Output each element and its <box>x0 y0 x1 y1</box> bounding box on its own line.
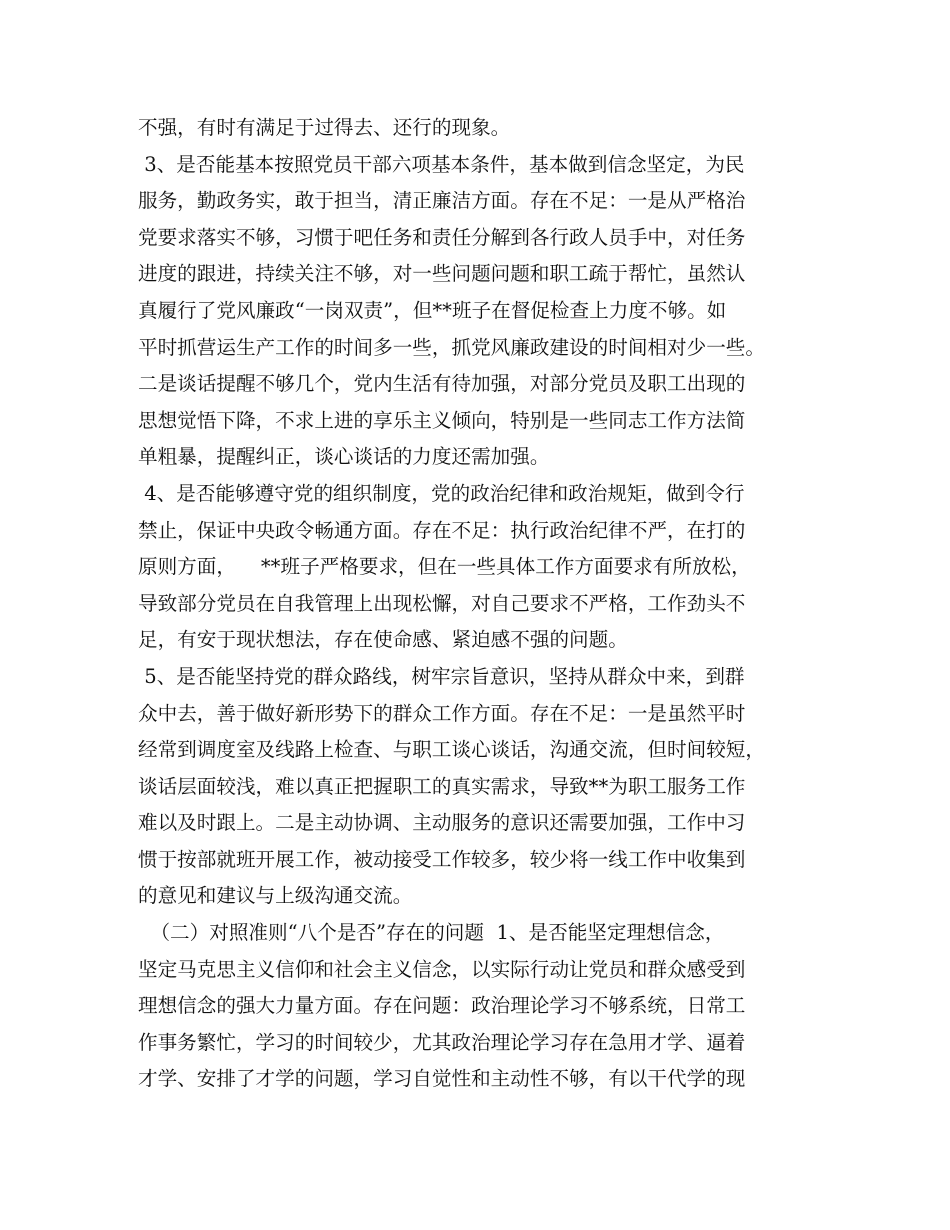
text-line: 理想信念的强大力量方面。存在问题：政治理论学习不够系统，日常工 <box>138 994 746 1018</box>
text-line: 党要求落实不够，习惯于吧任务和责任分解到各行政人员手中，对任务 <box>138 225 746 249</box>
text-line: 坚定马克思主义信仰和社会主义信念，以实际行动让党员和群众感受到 <box>138 957 746 981</box>
text-line: 4、是否能够遵守党的组织制度，党的政治纪律和政治规矩，做到令行 <box>138 481 745 505</box>
text-line: 平时抓营运生产工作的时间多一些，抓党风廉政建设的时间相对少一些。 <box>138 335 765 359</box>
text-line: 二是谈话提醒不够几个，党内生活有待加强，对部分党员及职工出现的 <box>138 372 746 396</box>
text-line: 单粗暴，提醒纠正，谈心谈话的力度还需加强。 <box>138 445 550 469</box>
text-line: 的意见和建议与上级沟通交流。 <box>138 884 413 908</box>
text-line: 众中去，善于做好新形势下的群众工作方面。存在不足：一是虽然平时 <box>138 701 746 725</box>
text-line: 真履行了党风廉政“一岗双责”，但**班子在督促检查上力度不够。如 <box>138 298 727 322</box>
text-line: 作事务繁忙，学习的时间较少，尤其政治理论学习存在急用才学、逼着 <box>138 1030 746 1054</box>
text-line: 足，有安于现状想法，存在使命感、紧迫感不强的问题。 <box>138 628 628 652</box>
text-line: 不强，有时有满足于过得去、还行的现象。 <box>138 116 511 139</box>
document-body <box>138 110 818 1098</box>
text-line: 5、是否能坚持党的群众路线，树牢宗旨意识，坚持从群众中来，到群 <box>138 664 745 688</box>
text-line: 难以及时跟上。二是主动协调、主动服务的意识还需要加强，工作中习 <box>138 811 746 835</box>
text-line: 服务，勤政务实，敢于担当，清正廉洁方面。存在不足：一是从严格治 <box>138 189 746 213</box>
text-line: 原则方面， **班子严格要求，但在一些具体工作方面要求有所放松， <box>138 555 751 579</box>
text-line: 思想觉悟下降，不求上进的享乐主义倾向，特别是一些同志工作方法简 <box>138 408 746 432</box>
text-line: 进度的跟进，持续关注不够，对一些问题问题和职工疏于帮忙，虽然认 <box>138 262 746 286</box>
text-line: 经常到调度室及线路上检查、与职工谈心谈话，沟通交流，但时间较短， <box>138 738 765 762</box>
text-line: （二）对照准则“八个是否”存在的问题 1、是否能坚定理想信念， <box>138 921 725 945</box>
text-line: 惯于按部就班开展工作，被动接受工作较多，较少将一线工作中收集到 <box>138 847 746 871</box>
text-line: 导致部分党员在自我管理上出现松懈，对自己要求不严格，工作劲头不 <box>138 591 746 615</box>
text-line: 谈话层面较浅，难以真正把握职工的真实需求，导致**为职工服务工作 <box>138 774 746 798</box>
text-line: 禁止，保证中央政令畅通方面。存在不足：执行政治纪律不严，在打的 <box>138 518 746 542</box>
text-line: 才学、安排了才学的问题，学习自觉性和主动性不够，有以干代学的现 <box>138 1067 746 1091</box>
text-line: 3、是否能基本按照党员干部六项基本条件，基本做到信念坚定，为民 <box>138 152 745 176</box>
